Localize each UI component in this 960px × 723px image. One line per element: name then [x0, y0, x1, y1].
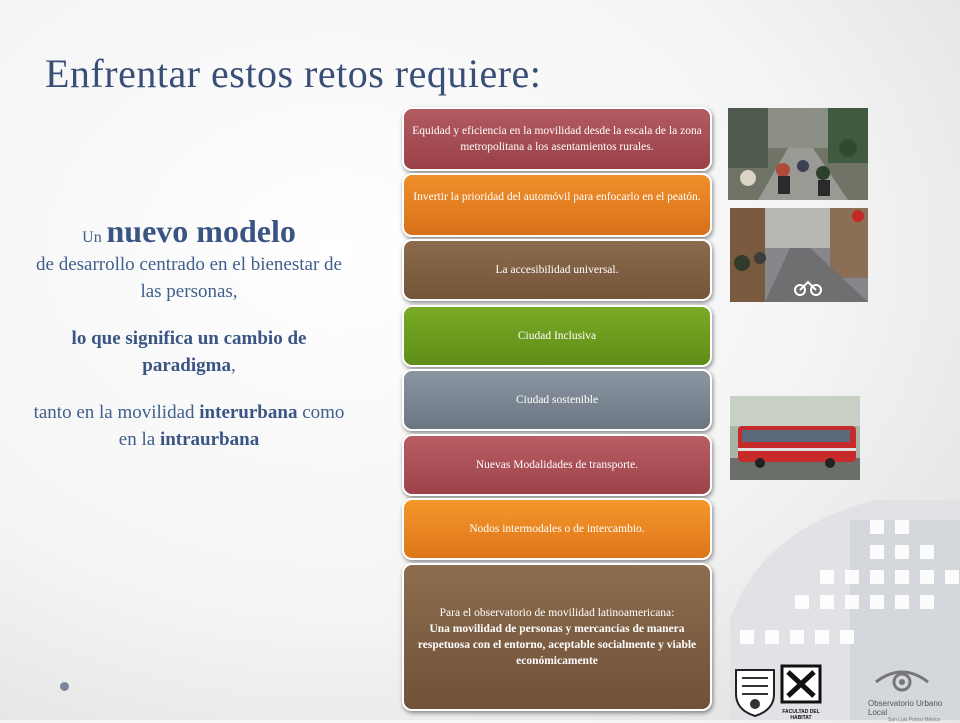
text-un: Un: [82, 229, 102, 246]
left-text-block: [30, 213, 348, 453]
metrobus-photo: [730, 396, 860, 480]
observatorio-sublabel: San Luis Potosí México: [888, 717, 941, 723]
box-ciudad-sostenible: Ciudad sostenible: [402, 369, 712, 431]
university-crest-icon: [732, 664, 778, 718]
box-invertir-prioridad: Invertir la prioridad del automóvil para enfocarlo en el peatón.: [402, 173, 712, 237]
facultad-habitat-icon: [780, 664, 822, 704]
box-observatorio-definicion: Para el observatorio de movilidad latinoamericana: Una movilidad de personas y mercancías de manera respetuosa con el entorno, aceptable socialmente y viable económicamente: [402, 563, 712, 711]
slide-title: Enfrentar estos retos requiere:: [45, 51, 542, 96]
bike-lane-photo: [730, 208, 868, 302]
eye-icon: [872, 664, 932, 694]
observatorio-logo: [868, 664, 960, 723]
box-equidad: Equidad y eficiencia en la movilidad desde la escala de la zona metropolitana a los asentamientos rurales.: [402, 107, 712, 171]
observatorio-label: Observatorio Urbano Local: [868, 699, 943, 717]
text-interurbana: interurbana: [199, 402, 298, 423]
bullet-dot: [60, 682, 69, 691]
text-line1: de desarrollo centrado en el bienestar de las personas,: [36, 254, 342, 302]
text-como: como en la: [118, 402, 345, 450]
facultad-habitat-logo: [780, 664, 822, 721]
text-cambio-tail: ,: [230, 355, 236, 376]
text-intraurbana: intraurbana: [159, 429, 260, 450]
box-accesibilidad: La accesibilidad universal.: [402, 239, 712, 301]
box-nuevas-modalidades: Nuevas Modalidades de transporte.: [402, 434, 712, 496]
box-nodos-intermodales: Nodos intermodales o de intercambio.: [402, 498, 712, 560]
text-cambio: lo que significa un cambio de paradigma: [71, 328, 307, 376]
text-nuevo-modelo: nuevo modelo: [106, 213, 296, 249]
text-tanto: tanto en la movilidad: [33, 402, 195, 423]
box-ciudad-inclusiva: Ciudad Inclusiva: [402, 305, 712, 367]
cyclists-street-photo: [728, 108, 868, 200]
facultad-label: FACULTAD DEL HABITAT: [782, 709, 820, 721]
